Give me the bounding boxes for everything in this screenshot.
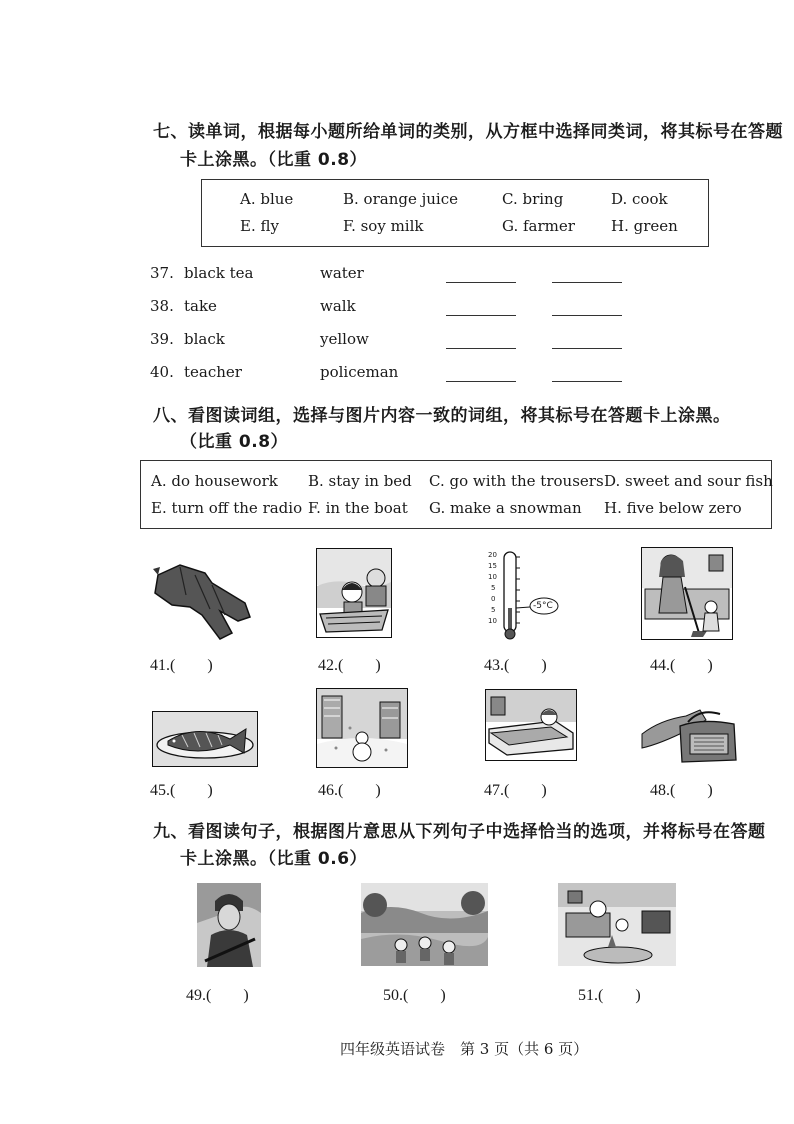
page-footer: 四年级英语试卷 第 3 页（共 6 页）	[340, 1040, 589, 1058]
option-f: F. soy milk	[343, 217, 424, 235]
answer-45[interactable]: 45.( )	[150, 782, 213, 799]
item-38-number: 38.	[150, 297, 174, 315]
item-40-word1: teacher	[184, 363, 242, 381]
thermometer-tick-20: 20	[488, 551, 497, 559]
item-37-blank1[interactable]	[446, 281, 516, 283]
item-37-word1: black tea	[184, 264, 254, 282]
item-40-blank1[interactable]	[446, 380, 516, 382]
option-a: A. do housework	[151, 472, 278, 490]
soldier-photo-icon	[197, 883, 261, 967]
item-39-word2: yellow	[320, 330, 369, 348]
item-39-blank1[interactable]	[446, 347, 516, 349]
option-g: G. make a snowman	[429, 499, 582, 517]
housework-icon	[641, 547, 733, 640]
option-c: C. go with the trousers	[429, 472, 604, 490]
bed-icon	[485, 689, 577, 761]
coat-icon	[150, 555, 255, 640]
answer-44[interactable]: 44.( )	[650, 657, 713, 674]
item-38-blank2[interactable]	[552, 314, 622, 316]
park-scene-icon	[361, 883, 488, 966]
living-room-icon	[558, 883, 676, 966]
option-a: A. blue	[240, 190, 294, 208]
thermometer-tick-neg5: 5	[491, 606, 496, 614]
thermometer-tick-0: 0	[491, 595, 496, 603]
item-39-number: 39.	[150, 330, 174, 348]
item-39-blank2[interactable]	[552, 347, 622, 349]
item-40-word2: policeman	[320, 363, 399, 381]
thermometer-icon	[488, 550, 568, 642]
item-40-blank2[interactable]	[552, 380, 622, 382]
thermometer-tick-15: 15	[488, 562, 497, 570]
option-f: F. in the boat	[308, 499, 408, 517]
item-39-word1: black	[184, 330, 225, 348]
answer-50[interactable]: 50.( )	[383, 987, 446, 1004]
option-h: H. green	[611, 217, 678, 235]
answer-42[interactable]: 42.( )	[318, 657, 381, 674]
option-b: B. stay in bed	[308, 472, 412, 490]
option-e: E. fly	[240, 217, 279, 235]
section7-title-line2: 卡上涂黑。（比重 0.8）	[180, 150, 368, 170]
answer-41[interactable]: 41.( )	[150, 657, 213, 674]
option-e: E. turn off the radio	[151, 499, 303, 517]
section8-title-line1: 八、看图读词组，选择与图片内容一致的词组，将其标号在答题卡上涂黑。	[153, 406, 731, 426]
answer-48[interactable]: 48.( )	[650, 782, 713, 799]
snowman-icon	[316, 688, 408, 768]
item-40-number: 40.	[150, 363, 174, 381]
option-c: C. bring	[502, 190, 564, 208]
section9-title-line2: 卡上涂黑。（比重 0.6）	[180, 849, 368, 869]
answer-51[interactable]: 51.( )	[578, 987, 641, 1004]
section7-option-box	[201, 179, 709, 247]
item-38-word1: take	[184, 297, 217, 315]
section8-option-box	[140, 460, 772, 529]
item-38-blank1[interactable]	[446, 314, 516, 316]
item-37-number: 37.	[150, 264, 174, 282]
option-d: D. cook	[611, 190, 668, 208]
section8-title-line2: （比重 0.8）	[180, 432, 289, 452]
section7-title-line1: 七、读单词，根据每小题所给单词的类别，从方框中选择同类词，将其标号在答题	[153, 122, 783, 142]
thermometer-tick-5: 5	[491, 584, 496, 592]
item-37-word2: water	[320, 264, 364, 282]
answer-43[interactable]: 43.( )	[484, 657, 547, 674]
answer-49[interactable]: 49.( )	[186, 987, 249, 1004]
boat-children-icon	[316, 548, 392, 638]
option-g: G. farmer	[502, 217, 575, 235]
option-b: B. orange juice	[343, 190, 458, 208]
radio-icon	[640, 704, 740, 764]
item-37-blank2[interactable]	[552, 281, 622, 283]
thermometer-tick-10: 10	[488, 573, 497, 581]
answer-47[interactable]: 47.( )	[484, 782, 547, 799]
thermometer-tick-neg10: 10	[488, 617, 497, 625]
fish-dish-icon	[152, 711, 258, 767]
item-38-word2: walk	[320, 297, 356, 315]
answer-46[interactable]: 46.( )	[318, 782, 381, 799]
section9-title-line1: 九、看图读句子，根据图片意思从下列句子中选择恰当的选项，并将标号在答题	[153, 822, 766, 842]
temperature-label: -5°C	[533, 601, 553, 611]
option-h: H. five below zero	[604, 499, 742, 517]
option-d: D. sweet and sour fish	[604, 472, 773, 490]
